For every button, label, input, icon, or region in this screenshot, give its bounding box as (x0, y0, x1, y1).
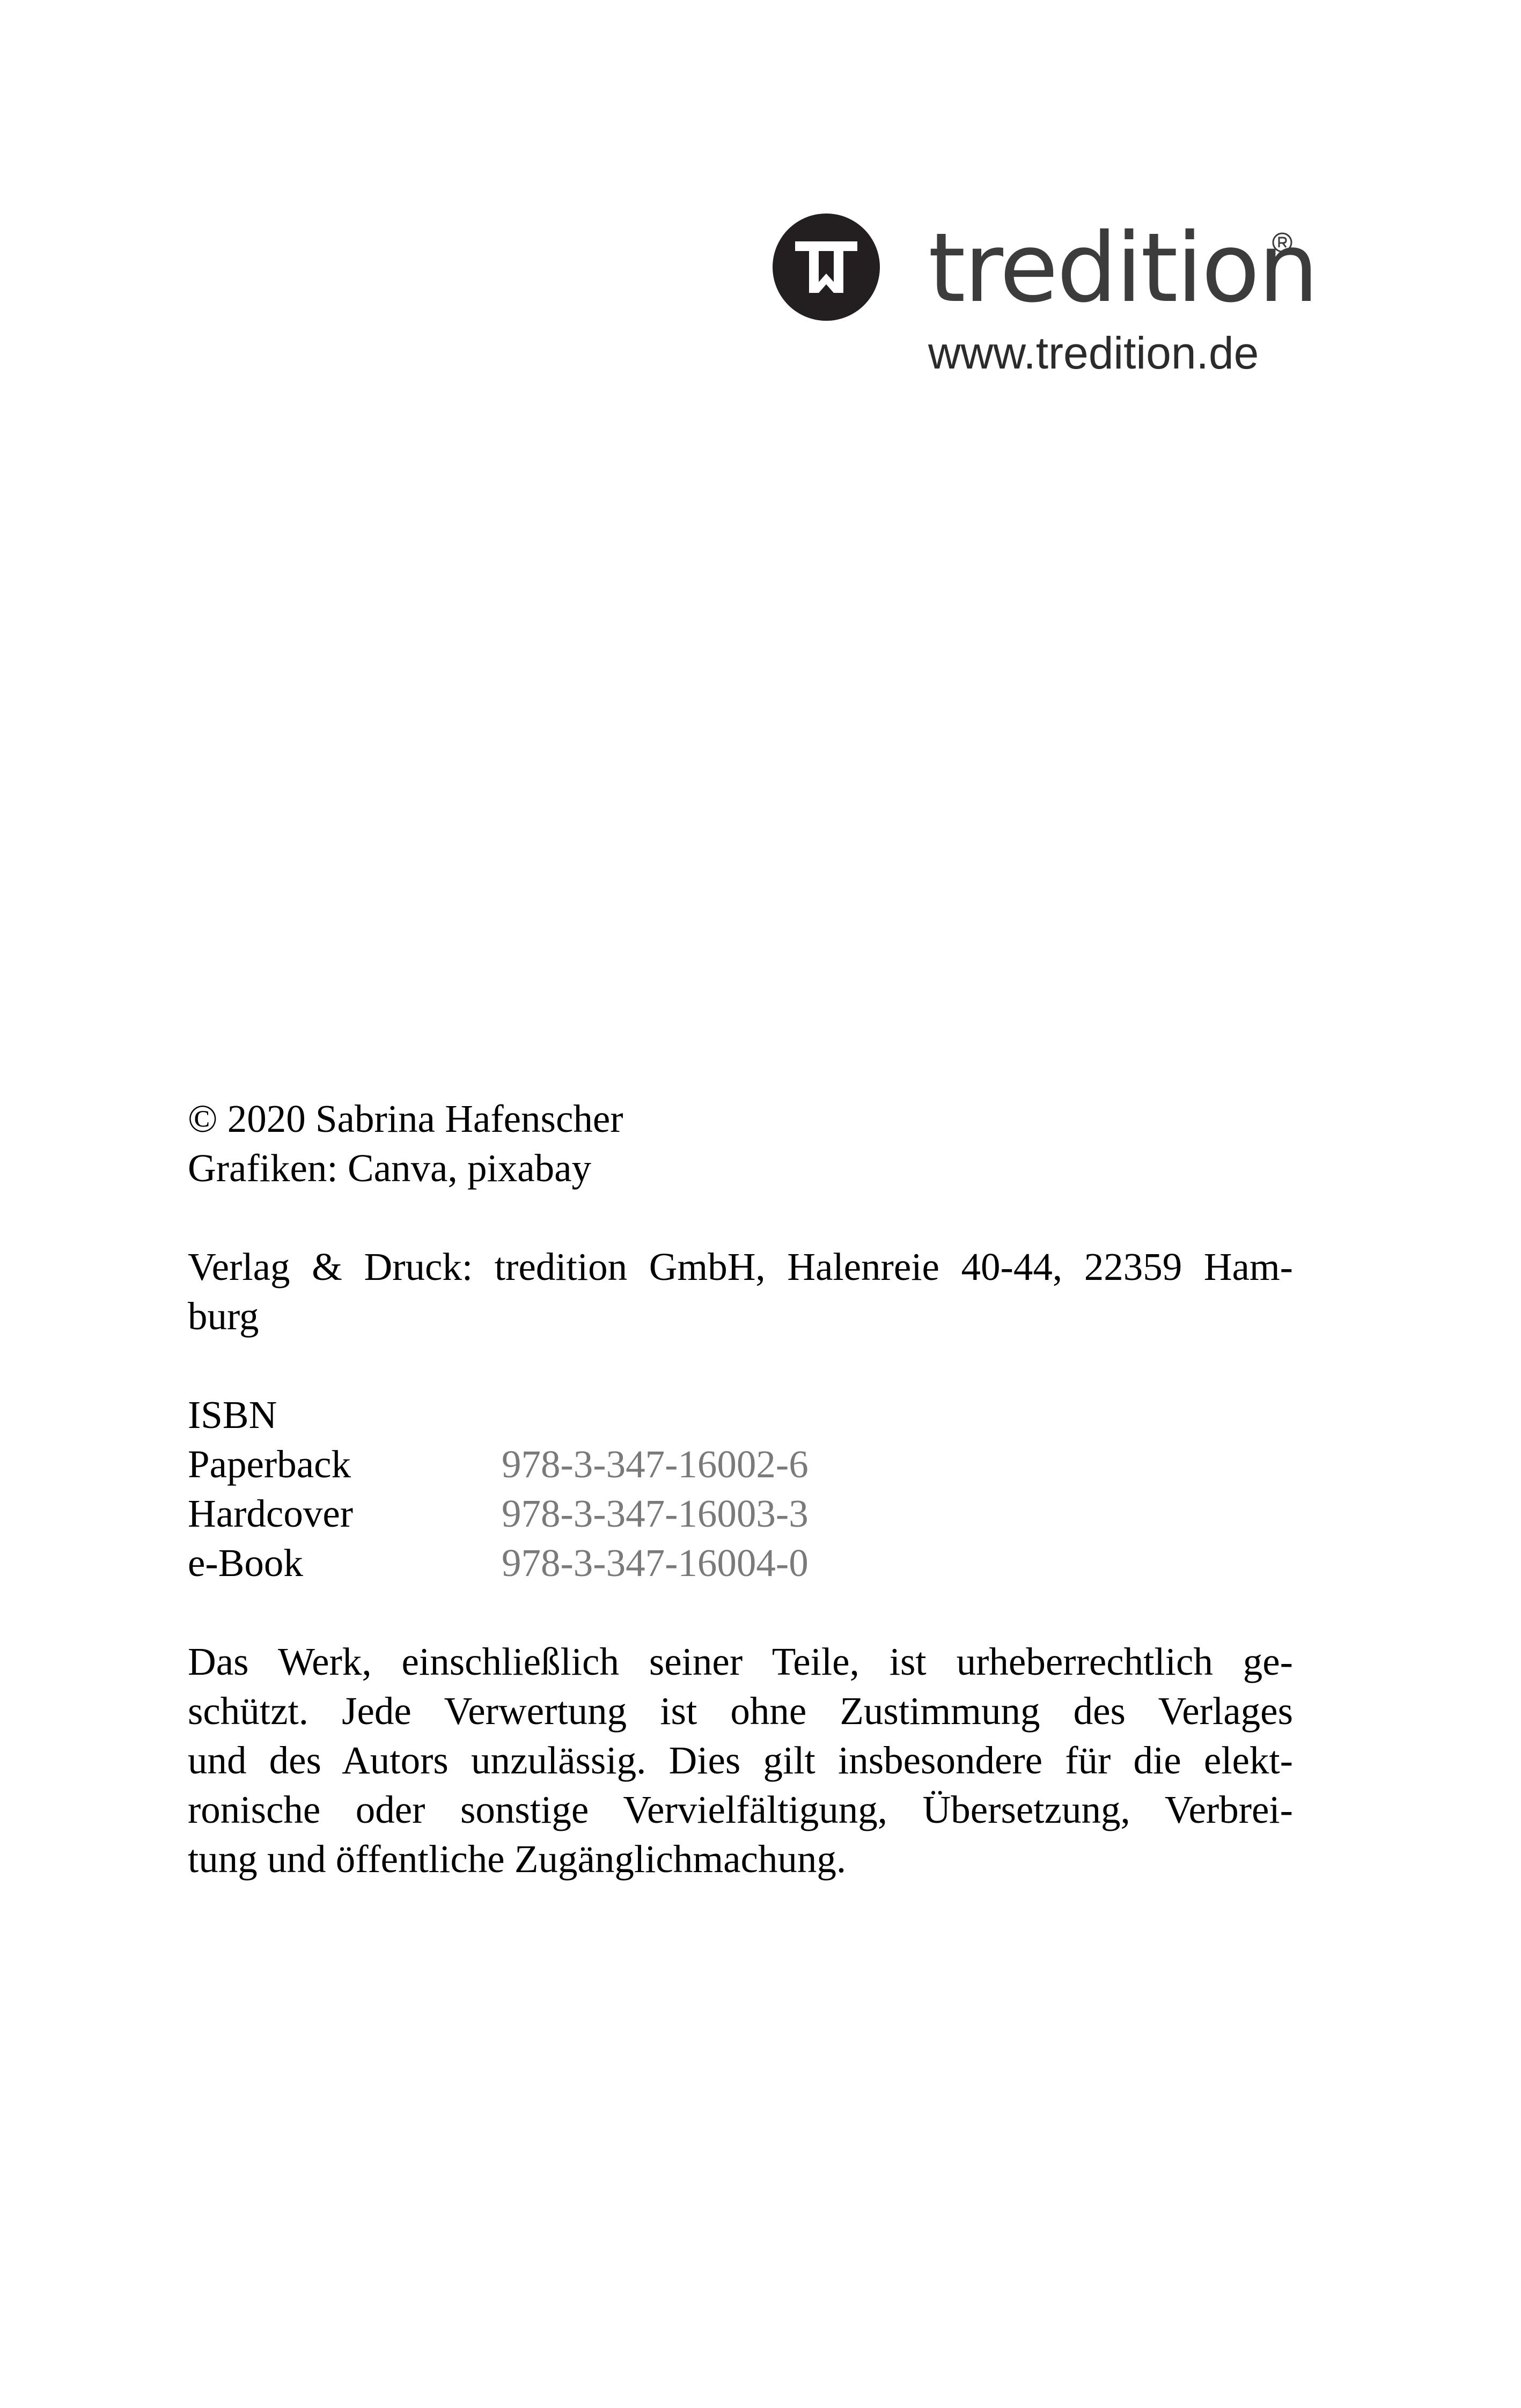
isbn-format: Hardcover (188, 1492, 354, 1535)
isbn-number: 978-3-347-16004-0 (502, 1541, 809, 1585)
spacer (188, 1341, 1293, 1390)
spacer (188, 1588, 1293, 1637)
isbn-format: e-Book (188, 1541, 303, 1585)
copyright-notice-line: Das Werk, einschließlich seiner Teile, ist urheberrechtlich ge- (188, 1640, 1293, 1683)
isbn-heading: ISBN (188, 1393, 277, 1437)
copyright-notice-line: und des Autors unzulässig. Dies gilt insbesondere für die elekt- (188, 1739, 1293, 1782)
isbn-number: 978-3-347-16003-3 (502, 1492, 809, 1535)
copyright-notice (188, 1637, 1293, 1884)
isbn-format: Paperback (188, 1442, 351, 1486)
spacer (188, 1193, 1293, 1242)
isbn-number: 978-3-347-16002-6 (502, 1442, 809, 1486)
copyright-line: © 2020 Sabrina Hafenscher (188, 1097, 623, 1140)
isbn-row-paperback (188, 1440, 1293, 1489)
logo-wordmark: tredition (928, 212, 1317, 323)
isbn-row-ebook (188, 1538, 1293, 1588)
publisher-address-line: burg (188, 1294, 259, 1338)
copyright-notice-line: ronische oder sonstige Vervielfältigung, Übersetzung, Verbrei- (188, 1788, 1293, 1831)
publisher-address-line: Verlag & Druck: tredition GmbH, Halenreie 40-44, 22359 Ham- (188, 1245, 1293, 1288)
isbn-row-hardcover (188, 1489, 1293, 1538)
imprint-block (188, 1094, 1293, 1884)
copyright-notice-line: schützt. Jede Verwertung ist ohne Zustimmung des Verlages (188, 1689, 1293, 1733)
publisher-logo (773, 204, 1317, 381)
publisher-url: www.tredition.de (928, 328, 1259, 378)
graphics-credit: Grafiken: Canva, pixabay (188, 1146, 592, 1190)
copyright-notice-line: tung und öffentliche Zugänglichmachung. (188, 1837, 847, 1881)
registered-trademark-icon (1272, 232, 1293, 253)
publisher-address (188, 1242, 1293, 1341)
tredition-logo-mark-icon (773, 213, 880, 321)
